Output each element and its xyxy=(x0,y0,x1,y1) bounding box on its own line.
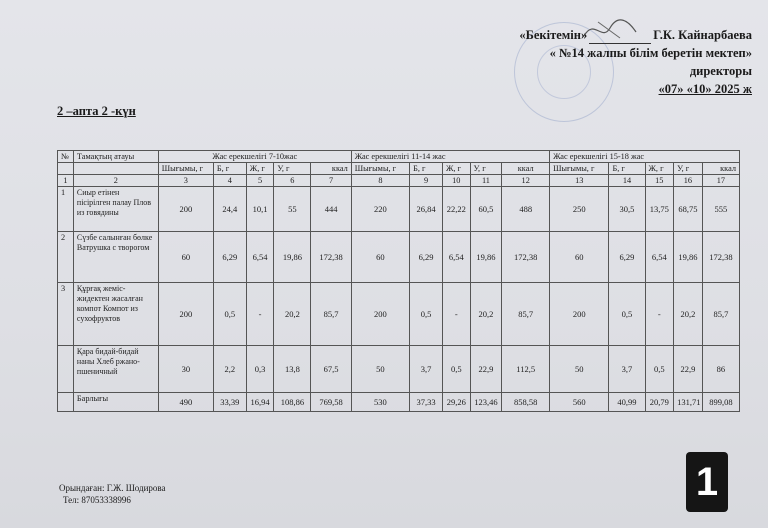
table-cell: 0,5 xyxy=(410,283,443,346)
col-number: 14 xyxy=(609,175,645,187)
table-cell: 0,5 xyxy=(213,283,246,346)
table-cell: 68,75 xyxy=(674,187,703,232)
table-cell: 22,9 xyxy=(470,346,502,393)
table-cell: 60 xyxy=(158,232,213,283)
table-cell: 60 xyxy=(351,232,409,283)
table-cell: 50 xyxy=(550,346,609,393)
subheader: ккал xyxy=(311,163,351,175)
table-cell: 20,2 xyxy=(674,283,703,346)
phone-number: Тел: 87053338996 xyxy=(63,495,131,505)
table-cell: 6,29 xyxy=(609,232,645,283)
table-cell: 220 xyxy=(351,187,409,232)
table-cell: 86 xyxy=(702,346,739,393)
row-number: 2 xyxy=(58,232,74,283)
table-cell: 67,5 xyxy=(311,346,351,393)
table-cell: 85,7 xyxy=(311,283,351,346)
col-number: 11 xyxy=(470,175,502,187)
table-cell: 3,7 xyxy=(609,346,645,393)
dish-name: Құрғақ жеміс-жидектен жасалған компот Компот из сухофруктов xyxy=(73,283,158,346)
row-number xyxy=(58,346,74,393)
table-cell: 55 xyxy=(274,187,311,232)
table-cell: 172,38 xyxy=(702,232,739,283)
total-cell: 490 xyxy=(158,393,213,412)
col-number: 12 xyxy=(502,175,550,187)
col-number: 3 xyxy=(158,175,213,187)
total-label: Барлығы xyxy=(73,393,158,412)
table-cell: 0,5 xyxy=(609,283,645,346)
col-number: 5 xyxy=(246,175,274,187)
table-row xyxy=(58,283,740,346)
week-day-title: 2 –апта 2 -күн xyxy=(57,104,136,118)
total-cell: 530 xyxy=(351,393,409,412)
column-number-row xyxy=(58,175,740,187)
table-cell: 200 xyxy=(351,283,409,346)
table-cell: 250 xyxy=(550,187,609,232)
approval-director-name: Г.К. Кайнарбаева xyxy=(653,28,752,42)
dish-name: Сүзбе салынған бөлке Ватрушка с творогом xyxy=(73,232,158,283)
table-cell: 6,29 xyxy=(410,232,443,283)
subheader: ккал xyxy=(502,163,550,175)
subheader: Шығымы, г xyxy=(351,163,409,175)
table-cell: 200 xyxy=(158,283,213,346)
header-group-7-10: Жас ерекшелігі 7-10жас xyxy=(158,151,351,163)
table-cell: 19,86 xyxy=(470,232,502,283)
table-cell: 50 xyxy=(351,346,409,393)
table-cell: 22,22 xyxy=(442,187,470,232)
table-cell: 0,3 xyxy=(246,346,274,393)
subheader: Ж, г xyxy=(645,163,674,175)
subheader: У, г xyxy=(274,163,311,175)
table-cell: 172,38 xyxy=(311,232,351,283)
table-cell: 200 xyxy=(158,187,213,232)
table-cell: 0,5 xyxy=(442,346,470,393)
table-cell: 6,54 xyxy=(442,232,470,283)
row-number: 1 xyxy=(58,187,74,232)
total-cell: 29,26 xyxy=(442,393,470,412)
approval-school: « №14 жалпы білім беретін мектеп» xyxy=(549,46,752,60)
total-row xyxy=(58,393,740,412)
total-cell: 33,39 xyxy=(213,393,246,412)
table-cell: 26,84 xyxy=(410,187,443,232)
header-name: Тамақтың атауы xyxy=(73,151,158,163)
col-number: 7 xyxy=(311,175,351,187)
total-cell: 131,71 xyxy=(674,393,703,412)
table-row xyxy=(58,187,740,232)
subheader: Ж, г xyxy=(442,163,470,175)
table-cell: 22,9 xyxy=(674,346,703,393)
total-cell: 40,99 xyxy=(609,393,645,412)
table-cell: 0,5 xyxy=(645,346,674,393)
total-cell: 858,58 xyxy=(502,393,550,412)
table-cell: - xyxy=(442,283,470,346)
col-number: 13 xyxy=(550,175,609,187)
col-number: 15 xyxy=(645,175,674,187)
table-cell: 112,5 xyxy=(502,346,550,393)
table-cell: - xyxy=(645,283,674,346)
approval-date: «07» «10» 2025 ж xyxy=(658,82,752,96)
total-cell: 37,33 xyxy=(410,393,443,412)
table-header-row xyxy=(58,151,740,163)
col-number: 17 xyxy=(702,175,739,187)
table-row xyxy=(58,232,740,283)
row-number: 3 xyxy=(58,283,74,346)
total-cell: 769,58 xyxy=(311,393,351,412)
table-cell: 13,8 xyxy=(274,346,311,393)
approval-block xyxy=(452,26,752,98)
table-cell: 30 xyxy=(158,346,213,393)
table-cell: 200 xyxy=(550,283,609,346)
col-number: 16 xyxy=(674,175,703,187)
table-cell: 30,5 xyxy=(609,187,645,232)
total-cell: 108,86 xyxy=(274,393,311,412)
table-cell: - xyxy=(246,283,274,346)
table-cell: 6,54 xyxy=(246,232,274,283)
col-number: 8 xyxy=(351,175,409,187)
table-cell: 10,1 xyxy=(246,187,274,232)
dish-name: Қара бидай-бидай наны Хлеб ржано-пшеничный xyxy=(73,346,158,393)
footer xyxy=(59,482,166,506)
subheader: Ж, г xyxy=(246,163,274,175)
subheader: Б, г xyxy=(410,163,443,175)
subheader: Б, г xyxy=(213,163,246,175)
subheader: Б, г xyxy=(609,163,645,175)
header-no: № xyxy=(58,151,74,163)
table-cell: 60,5 xyxy=(470,187,502,232)
table-cell: 85,7 xyxy=(702,283,739,346)
col-number: 6 xyxy=(274,175,311,187)
table-row xyxy=(58,346,740,393)
table-cell: 85,7 xyxy=(502,283,550,346)
col-number: 1 xyxy=(58,175,74,187)
table-cell: 20,2 xyxy=(470,283,502,346)
approval-approve: «Бекітемін» xyxy=(519,28,588,42)
total-cell: 20,79 xyxy=(645,393,674,412)
subheader: Шығымы, г xyxy=(550,163,609,175)
table-cell: 488 xyxy=(502,187,550,232)
subheader: У, г xyxy=(470,163,502,175)
total-cell: 560 xyxy=(550,393,609,412)
col-number: 9 xyxy=(410,175,443,187)
total-cell: 899,08 xyxy=(702,393,739,412)
table-cell: 60 xyxy=(550,232,609,283)
col-number: 10 xyxy=(442,175,470,187)
page-number-badge: 1 xyxy=(686,452,728,512)
table-cell: 20,2 xyxy=(274,283,311,346)
menu-table xyxy=(57,150,740,412)
table-cell: 13,75 xyxy=(645,187,674,232)
header-group-11-14: Жас ерекшелігі 11-14 жас xyxy=(351,151,549,163)
total-cell: 16,94 xyxy=(246,393,274,412)
table-cell: 555 xyxy=(702,187,739,232)
table-cell: 24,4 xyxy=(213,187,246,232)
total-cell: 123,46 xyxy=(470,393,502,412)
table-cell: 6,54 xyxy=(645,232,674,283)
col-number: 4 xyxy=(213,175,246,187)
table-cell: 19,86 xyxy=(674,232,703,283)
table-subheader-row xyxy=(58,163,740,175)
table-cell: 172,38 xyxy=(502,232,550,283)
prepared-by: Орындаған: Г.Ж. Шодирова xyxy=(59,483,166,493)
col-number: 2 xyxy=(73,175,158,187)
table-cell: 444 xyxy=(311,187,351,232)
table-cell: 6,29 xyxy=(213,232,246,283)
signature-line xyxy=(589,31,651,44)
dish-name: Сиыр етінен пісірілген палау Плов из говядины xyxy=(73,187,158,232)
subheader: Шығымы, г xyxy=(158,163,213,175)
header-group-15-18: Жас ерекшелігі 15-18 жас xyxy=(550,151,740,163)
approval-position: директоры xyxy=(689,64,752,78)
subheader: У, г xyxy=(674,163,703,175)
subheader: ккал xyxy=(702,163,739,175)
row-number xyxy=(58,393,74,412)
table-cell: 19,86 xyxy=(274,232,311,283)
table-cell: 2,2 xyxy=(213,346,246,393)
table-cell: 3,7 xyxy=(410,346,443,393)
